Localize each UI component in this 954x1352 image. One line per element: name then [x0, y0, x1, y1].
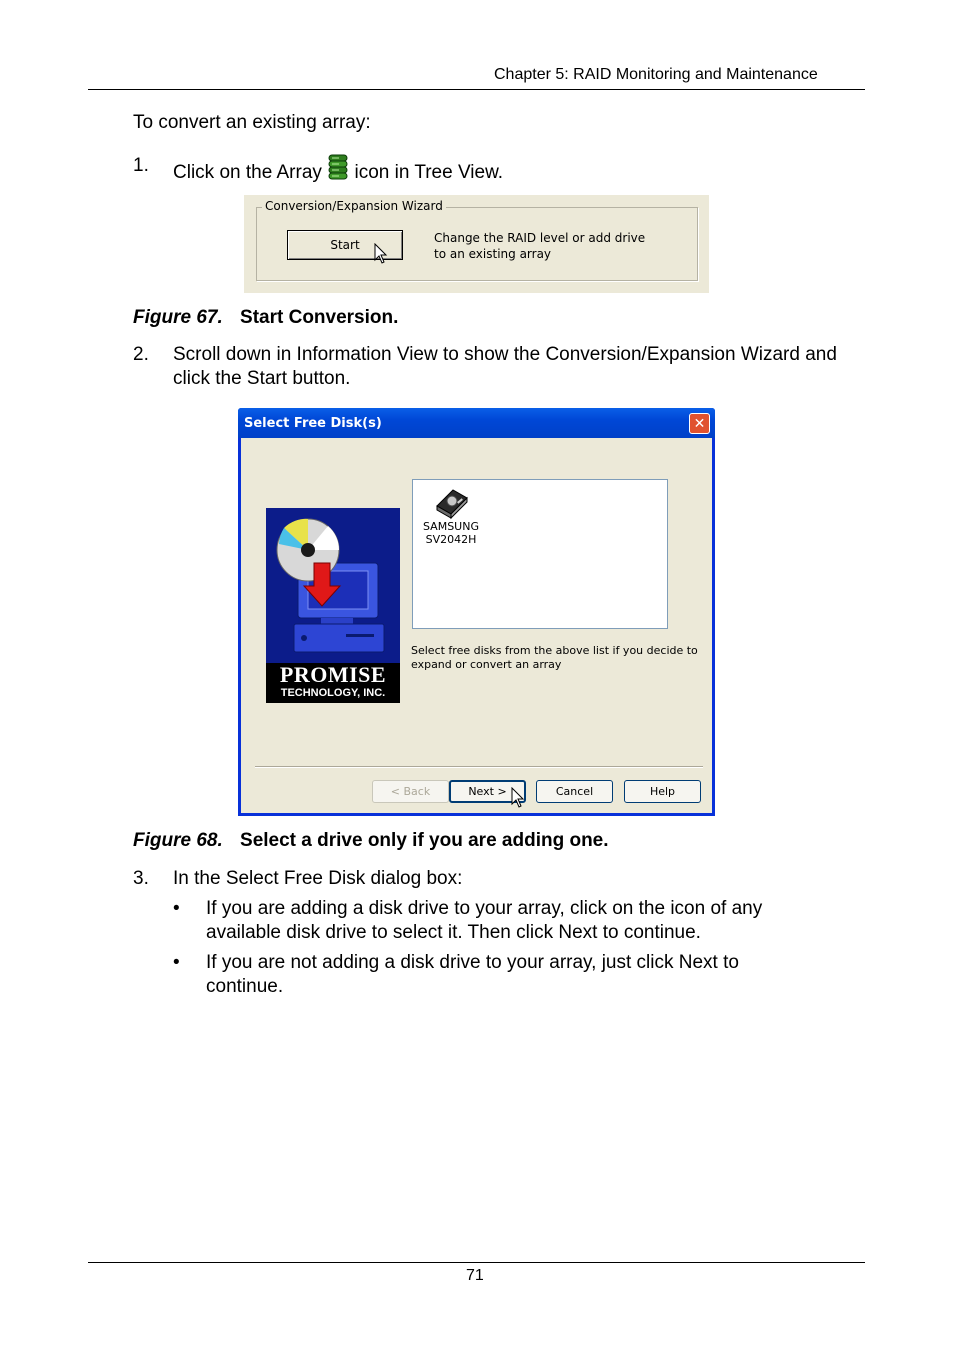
step-1-text-after: icon in Tree View.	[354, 162, 504, 183]
button-separator	[255, 766, 703, 768]
next-button-label: Next >	[468, 785, 507, 798]
figure-67-title: Start Conversion.	[240, 307, 399, 328]
header-rule	[88, 89, 865, 90]
disk-drive-icon	[431, 484, 471, 520]
select-free-disks-dialog	[238, 408, 715, 816]
bullet-1-text	[206, 897, 762, 945]
back-button-label: < Back	[390, 785, 431, 798]
wizard-description-line-1: Change the RAID level or add drive	[434, 231, 646, 245]
disk-label	[421, 520, 481, 546]
close-button[interactable]	[689, 413, 710, 434]
promise-logo	[266, 663, 400, 703]
dialog-hint	[411, 644, 698, 672]
step-1-text	[173, 154, 503, 185]
wizard-description-line-2: to an existing array	[434, 247, 552, 261]
conversion-wizard-title: Conversion/Expansion Wizard	[262, 199, 446, 213]
brand-subtitle: TECHNOLOGY, INC.	[280, 687, 386, 699]
help-button[interactable]	[624, 780, 701, 803]
step-2-number: 2.	[133, 344, 149, 365]
dialog-hint-line-1: Select free disks from the above list if you decide to	[411, 644, 698, 657]
cancel-button[interactable]	[536, 780, 613, 803]
dialog-client-area	[241, 438, 712, 813]
step-1-text-before: Click on the Array	[173, 162, 322, 183]
bullet-1-line-2: available disk drive to select it. Then click Next to continue.	[206, 922, 701, 943]
dialog-title: Select Free Disk(s)	[244, 416, 382, 431]
disk-vendor: SAMSUNG	[423, 520, 479, 533]
step-3-text: In the Select Free Disk dialog box:	[173, 868, 463, 889]
running-header: Chapter 5: RAID Monitoring and Maintenance	[494, 66, 818, 83]
step-1-number: 1.	[133, 155, 149, 176]
promise-branding-panel	[266, 508, 400, 703]
dialog-hint-line-2: expand or convert an array	[411, 658, 562, 671]
wizard-description	[434, 230, 645, 262]
figure-68-caption	[133, 830, 609, 852]
step-2-text: Scroll down in Information View to show the Conversion/Expansion Wizard and click the Start button.	[173, 344, 837, 389]
bullet-2-text	[206, 951, 739, 999]
back-button[interactable]	[372, 780, 449, 803]
cd-to-computer-illustration	[266, 508, 400, 663]
page-number: 71	[466, 1267, 484, 1284]
cancel-button-label: Cancel	[555, 785, 594, 798]
close-icon: ✕	[693, 415, 706, 432]
bullet-2-glyph: •	[173, 952, 180, 973]
start-button-label: Start	[330, 238, 360, 252]
array-icon	[327, 154, 349, 182]
figure-67-number: Figure 67.	[133, 307, 223, 328]
figure-68-number: Figure 68.	[133, 830, 223, 851]
help-button-label: Help	[649, 785, 676, 798]
step-3-number: 3.	[133, 868, 149, 889]
brand-name: PROMISE	[279, 662, 387, 687]
figure-68-title: Select a drive only if you are adding one.	[240, 830, 609, 851]
bullet-2-line-2: continue.	[206, 976, 284, 997]
figure-67-caption	[133, 307, 398, 329]
disk-item-samsung[interactable]	[413, 480, 493, 550]
bullet-2-line-1: If you are not adding a disk drive to your array, just click Next to	[206, 952, 739, 973]
dialog-title-bar[interactable]	[238, 408, 715, 438]
disk-model: SV2042H	[425, 533, 477, 546]
bullet-1-line-1: If you are adding a disk drive to your array, click on the icon of any	[206, 898, 763, 919]
bullet-1-glyph: •	[173, 898, 180, 919]
mouse-pointer-icon	[511, 787, 525, 809]
free-disk-list[interactable]	[412, 479, 668, 629]
intro-text: To convert an existing array:	[133, 112, 371, 133]
mouse-pointer-icon	[374, 243, 388, 265]
footer-rule	[88, 1262, 865, 1263]
